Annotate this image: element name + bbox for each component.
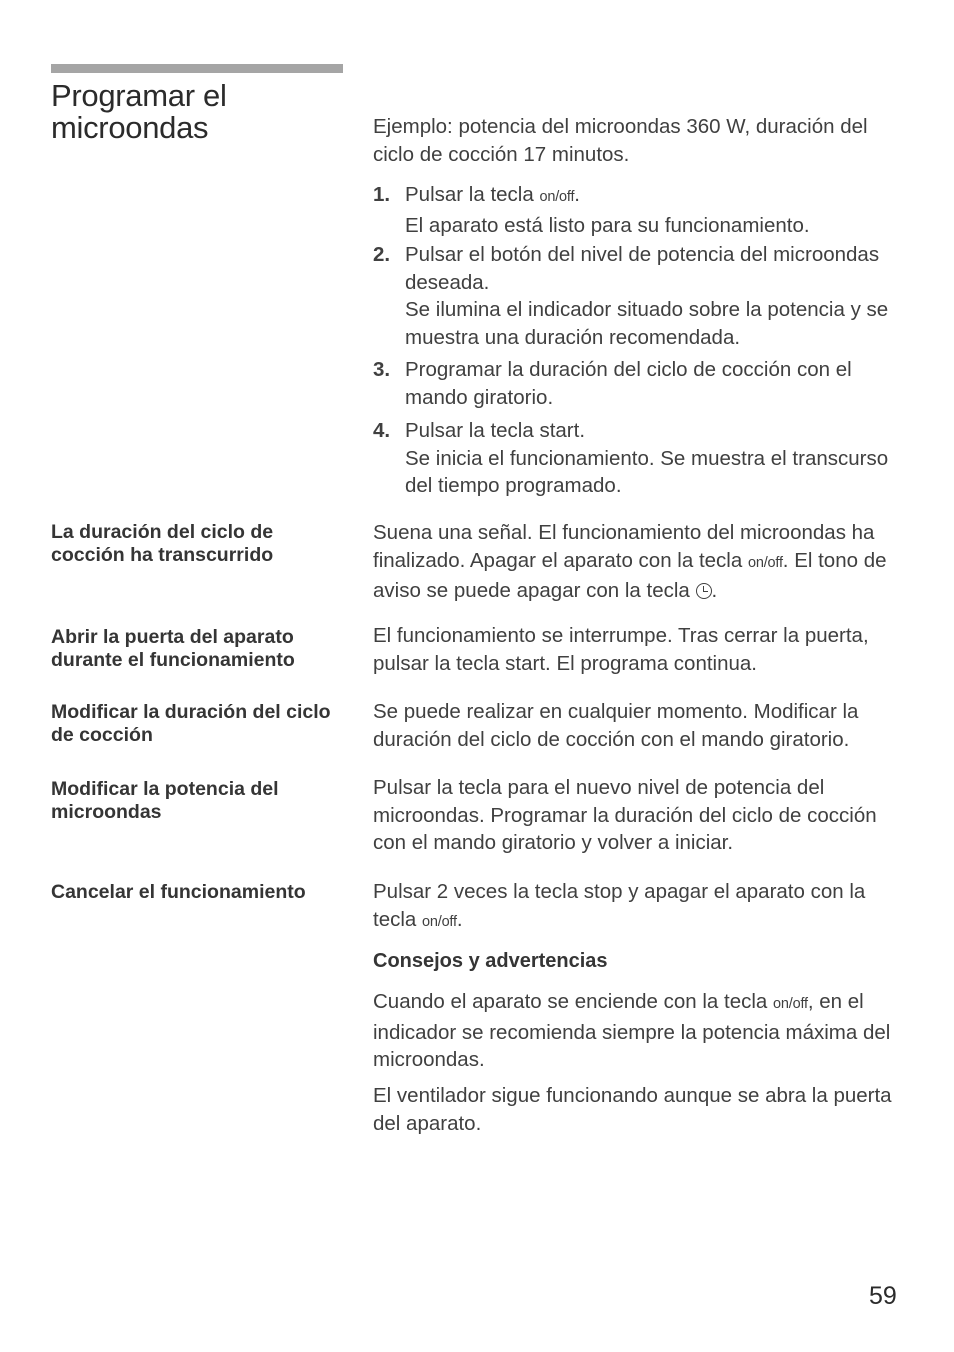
step-text-a: Pulsar la tecla — [405, 183, 534, 206]
step-2 — [373, 241, 908, 351]
section-heading-change-duration: Modificar la duración del ciclo de cocción — [51, 701, 331, 746]
step-text-c: El aparato está listo para su funcionamiento. — [405, 213, 810, 237]
step-number: 1. — [373, 183, 391, 206]
page-title: Programar el microondas — [51, 78, 227, 145]
step-text-c: Se inicia el funcionamiento. Se muestra el transcurso del tiempo programado. — [405, 446, 889, 497]
intro-paragraph: Ejemplo: potencia del microondas 360 W, duración del ciclo de cocción 17 minutos. — [373, 115, 868, 166]
onoff-key: on/off — [773, 996, 808, 1012]
section-text-b: . El tono de aviso se puede apagar con la tecla — [373, 548, 887, 602]
step-number: 4. — [373, 419, 391, 442]
section-text-change-power: Pulsar la tecla para el nuevo nivel de potencia del microondas. Programar la duración del ciclo de cocción con el mando giratorio y volver a iniciar. — [373, 776, 877, 854]
section-heading-cycle-finished: La duración del ciclo de cocción ha transcurrido — [51, 521, 274, 566]
onoff-key: on/off — [747, 554, 783, 571]
onoff-key: on/off — [422, 913, 457, 930]
section-text-open-door: El funcionamiento se interrumpe. Tras cerrar la puerta, pulsar la tecla start. El programa continua. — [373, 624, 869, 675]
tips-paragraph-1 — [373, 988, 908, 1074]
clock-icon — [696, 583, 712, 599]
section-text-change-duration: Se puede realizar en cualquier momento. Modificar la duración del ciclo de cocción con el mando giratorio. — [373, 700, 859, 751]
section-text-a: Pulsar 2 veces la tecla stop y apagar el aparato con la tecla — [373, 880, 866, 931]
step-text: Programar la duración del ciclo de cocción con el mando giratorio. — [405, 358, 852, 409]
tips-heading: Consejos y advertencias — [373, 950, 608, 972]
tips-text-b: , en el indicador se recomienda siempre la potencia máxima del microondas. — [373, 990, 891, 1071]
step-text-a: Pulsar la tecla start. — [405, 419, 586, 442]
step-text-b: . — [574, 183, 580, 206]
section-heading-change-power: Modificar la potencia del microondas — [51, 778, 279, 823]
section-text-cycle-finished — [373, 519, 908, 605]
step-text-c: Se ilumina el indicador situado sobre la potencia y se muestra una duración recomendada. — [405, 298, 889, 349]
page-number: 59 — [869, 1282, 897, 1310]
section-text-a: Suena una señal. El funcionamiento del microondas ha finalizado. Apagar el aparato con la tecla — [373, 521, 875, 572]
section-text-cancel — [373, 878, 908, 936]
step-number: 2. — [373, 243, 391, 266]
step-text — [405, 181, 908, 239]
tips-paragraph-2: El ventilador sigue funcionando aunque se abra la puerta del aparato. — [373, 1084, 892, 1135]
section-heading-open-door: Abrir la puerta del aparato durante el funcionamiento — [51, 626, 295, 671]
step-text — [405, 417, 908, 500]
tips-text-a: Cuando el aparato se enciende con la tecla — [373, 990, 768, 1013]
step-text-a: Pulsar el botón del nivel de potencia del microondas deseada. — [405, 243, 880, 294]
title-rule — [51, 64, 343, 73]
section-heading-cancel: Cancelar el funcionamiento — [51, 881, 306, 903]
section-text-c: . — [711, 579, 718, 602]
step-text — [405, 241, 908, 351]
section-text-b: . — [456, 907, 463, 931]
onoff-key: on/off — [539, 189, 575, 205]
step-number: 3. — [373, 358, 391, 381]
step-3 — [373, 356, 908, 411]
step-4 — [373, 417, 908, 500]
step-1 — [373, 181, 908, 239]
